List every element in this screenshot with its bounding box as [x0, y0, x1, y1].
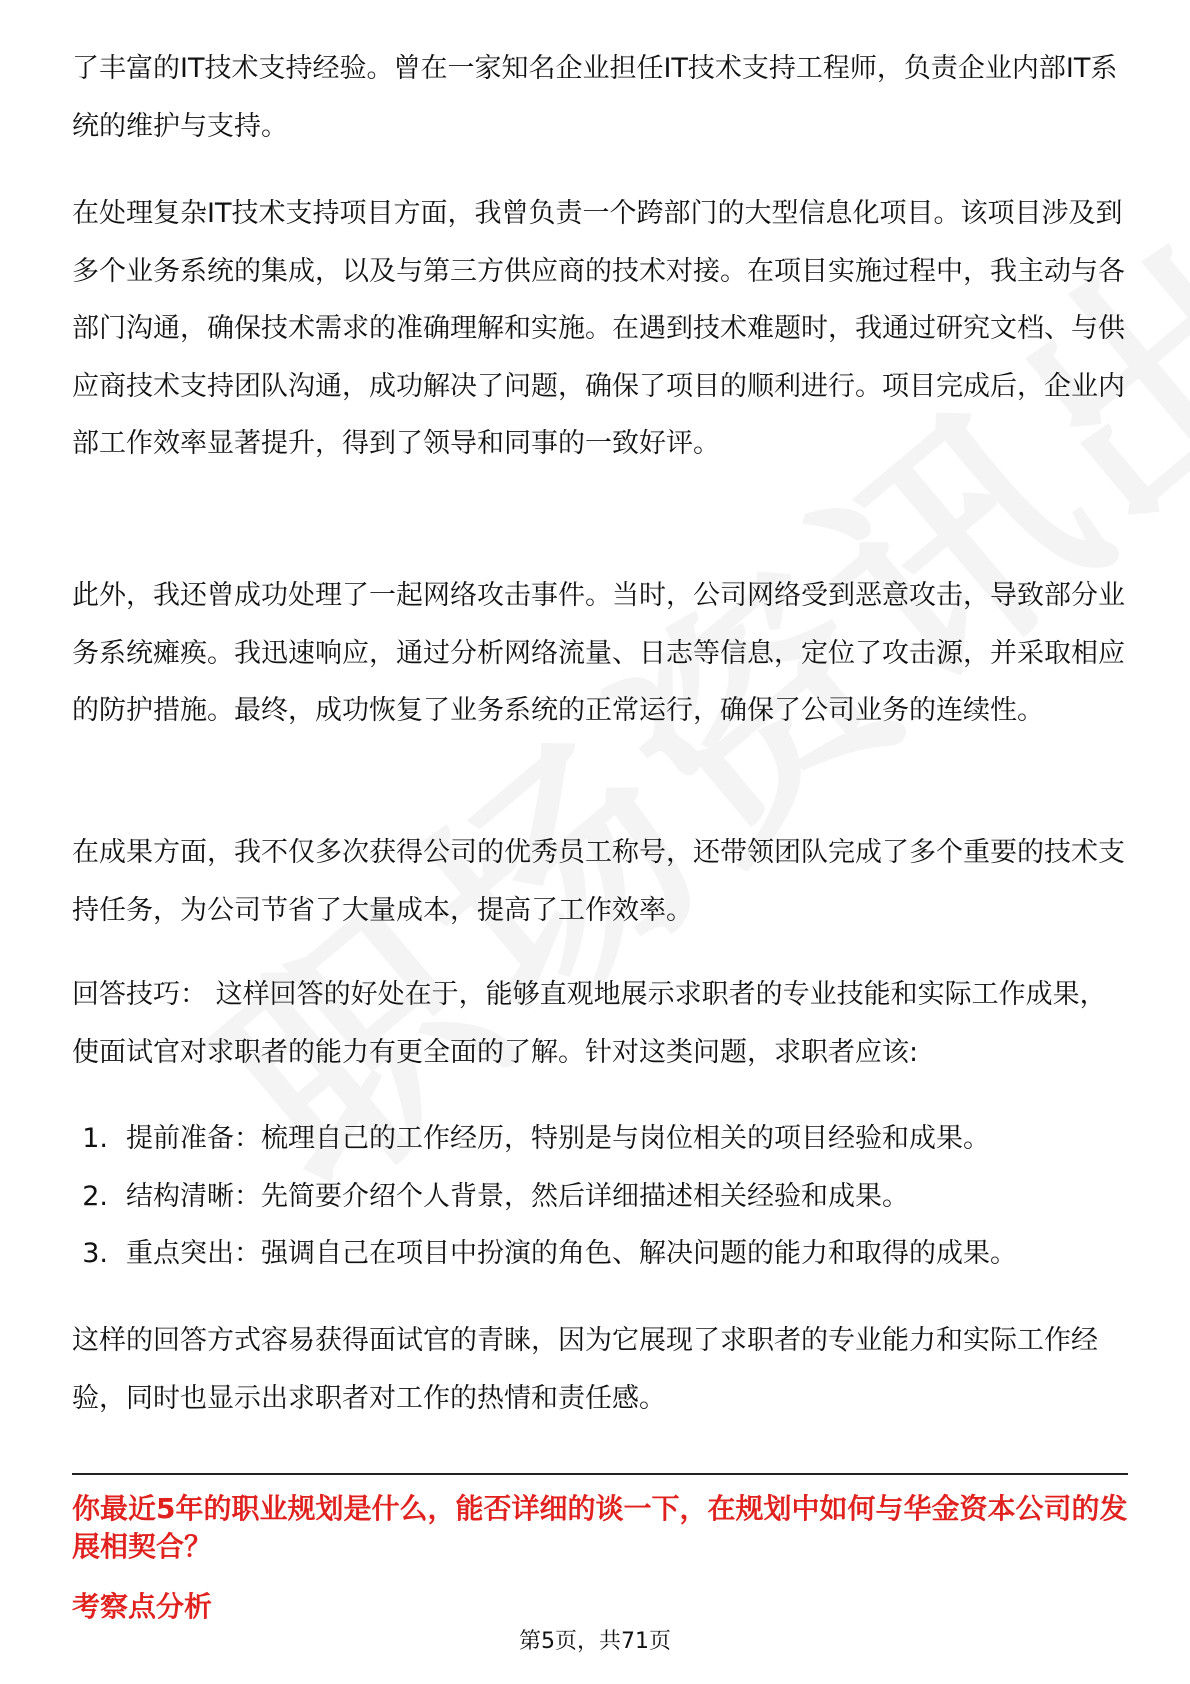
- list-number: 1.: [82, 1123, 108, 1154]
- paragraph-network-attack: 此外，我还曾成功处理了一起网络攻击事件。当时，公司网络受到恶意攻击，导致部分业务系统瘫痪。我迅速响应，通过分析网络流量、日志等信息，定位了攻击源，并采取相应的防护措施。最终，成功恢复了业务系统的正常运行，确保了公司业务的连续性。: [72, 580, 1125, 726]
- list-text: 提前准备：梳理自己的工作经历，特别是与岗位相关的项目经验和成果。: [126, 1123, 990, 1154]
- list-item: [72, 1110, 1128, 1168]
- tips-list: [72, 1110, 1128, 1283]
- section-divider: [72, 1473, 1128, 1475]
- page-footer: 第5页，共71页: [519, 1629, 671, 1654]
- list-text: 结构清晰：先简要介绍个人背景，然后详细描述相关经验和成果。: [126, 1180, 909, 1212]
- analysis-heading: 考察点分析: [72, 1590, 213, 1623]
- list-number: 3.: [82, 1238, 108, 1269]
- list-item: [72, 1168, 1128, 1226]
- paragraph-answer-tips: 回答技巧： 这样回答的好处在于，能够直观地展示求职者的专业技能和实际工作成果，使面试官对求职者的能力有更全面的了解。针对这类问题，求职者应该:: [72, 979, 1107, 1068]
- list-text: 重点突出：强调自己在项目中扮演的角色、解决问题的能力和取得的成果。: [126, 1238, 1017, 1269]
- list-item: [72, 1225, 1128, 1283]
- paragraph-experience: 了丰富的IT技术支持经验。曾在一家知名企业担任IT技术支持工程师，负责企业内部IT系统的维护与支持。: [72, 53, 1118, 142]
- list-number: 2.: [82, 1180, 108, 1212]
- paragraph-achievements: 在成果方面，我不仅多次获得公司的优秀员工称号，还带领团队完成了多个重要的技术支持任务，为公司节省了大量成本，提高了工作效率。: [72, 837, 1125, 926]
- paragraph-conclusion: 这样的回答方式容易获得面试官的青睐，因为它展现了求职者的专业能力和实际工作经验，同时也显示出求职者对工作的热情和责任感。: [72, 1325, 1098, 1414]
- interview-question: 你最近5年的职业规划是什么，能否详细的谈一下，在规划中如何与华金资本公司的发展相契合？: [72, 1492, 1128, 1563]
- paragraph-complex-project: 在处理复杂IT技术支持项目方面，我曾负责一个跨部门的大型信息化项目。该项目涉及到多个业务系统的集成，以及与第三方供应商的技术对接。在项目实施过程中，我主动与各部门沟通，确保技术需求的准确理解和实施。在遇到技术难题时，我通过研究文档、与供应商技术支持团队沟通，成功解决了问题，确保了项目的顺利进行。项目完成后，企业内部工作效率显著提升，得到了领导和同事的一致好评。: [72, 198, 1125, 459]
